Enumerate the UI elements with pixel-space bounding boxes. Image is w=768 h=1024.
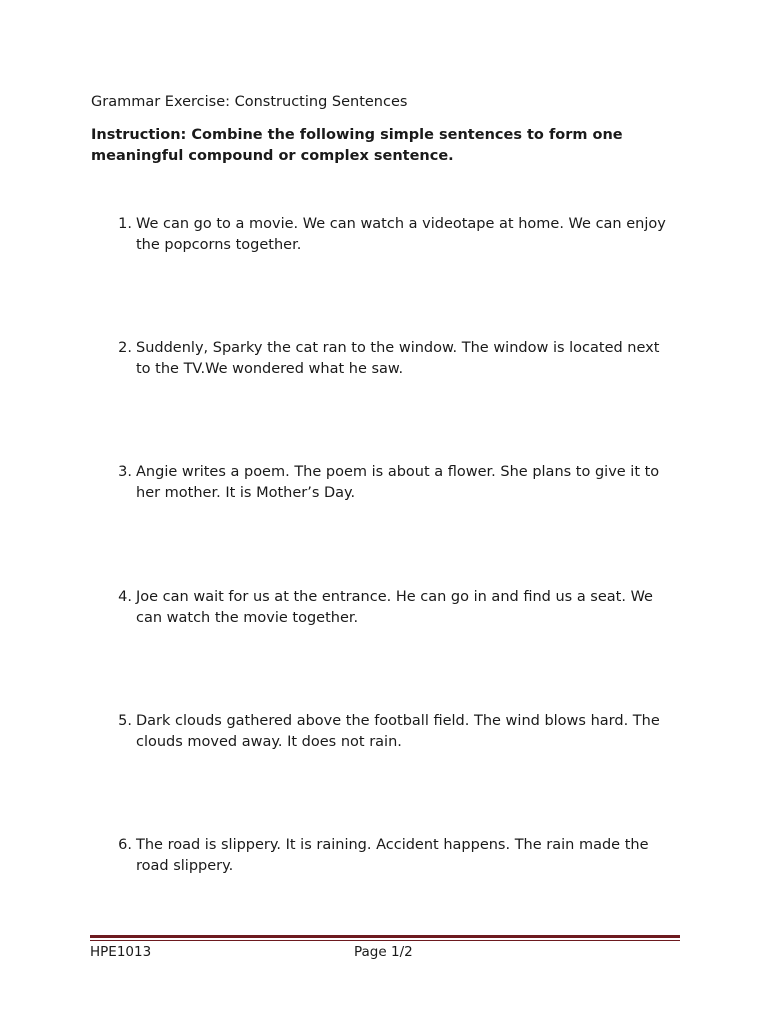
item-number: 6. bbox=[118, 837, 132, 853]
footer-rule-thick bbox=[90, 935, 680, 938]
footer-rule-thin bbox=[90, 940, 680, 941]
footer-course-code: HPE1013 bbox=[90, 944, 152, 960]
item-number: 5. bbox=[118, 713, 132, 729]
item-text: Dark clouds gathered above the football field. The wind blows hard. The clouds moved away. It does not rain. bbox=[136, 713, 660, 750]
instruction-text: Instruction: Combine the following simple sentences to form one meaningful compound or complex sentence. bbox=[91, 127, 623, 164]
footer-page-number: Page 1/2 bbox=[354, 944, 413, 960]
item-number: 3. bbox=[118, 464, 132, 480]
item-number: 1. bbox=[118, 216, 132, 232]
document-title: Grammar Exercise: Constructing Sentences bbox=[91, 94, 408, 110]
item-number: 2. bbox=[118, 340, 132, 356]
item-number: 4. bbox=[118, 589, 132, 605]
item-text: Angie writes a poem. The poem is about a flower. She plans to give it to her mother. It is Mother’s Day. bbox=[136, 464, 660, 501]
item-text: Joe can wait for us at the entrance. He can go in and find us a seat. We can watch the movie together. bbox=[136, 589, 653, 626]
item-text: Suddenly, Sparky the cat ran to the window. The window is located next to the TV.We wondered what he saw. bbox=[136, 340, 660, 377]
item-text: We can go to a movie. We can watch a videotape at home. We can enjoy the popcorns together. bbox=[136, 216, 666, 253]
item-text: The road is slippery. It is raining. Accident happens. The rain made the road slippery. bbox=[136, 837, 649, 874]
